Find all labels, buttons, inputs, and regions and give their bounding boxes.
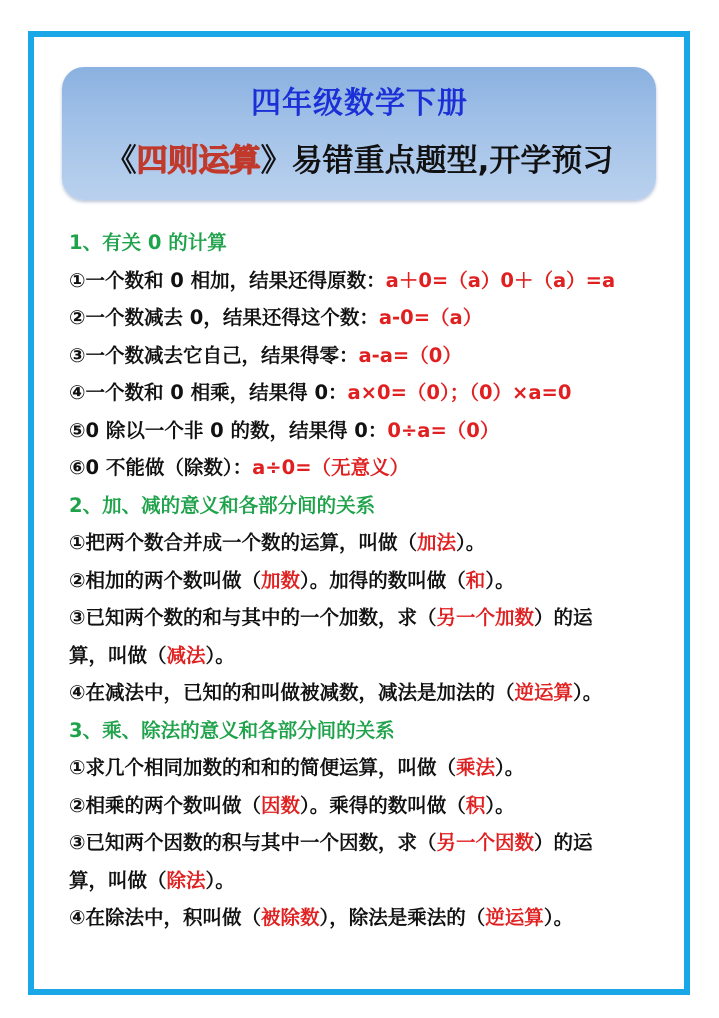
answer-text: 因数	[261, 793, 301, 817]
notes-content	[69, 224, 669, 937]
answer-text: a-a=（0）	[358, 343, 462, 367]
note-text: ）。	[485, 793, 515, 817]
answer-text: 逆运算	[485, 906, 544, 929]
answer-text: 加法	[417, 531, 457, 554]
subtitle-open-bracket: 《	[105, 143, 137, 179]
note-text: ），除法是乘法的（	[319, 906, 486, 929]
subtitle-highlight: 四则运算	[136, 143, 261, 179]
answer-text: a＋0=（a）0＋（a）=a	[385, 268, 616, 292]
note-text: ）。	[573, 681, 603, 704]
note-line	[69, 524, 669, 562]
note-text: ③已知两个数的和与其中的一个加数，求（	[69, 606, 437, 629]
note-text: ④在减法中，已知的和叫做被减数，减法是加法的（	[69, 681, 515, 704]
answer-text: 逆运算	[514, 681, 574, 704]
note-text: ）。	[456, 531, 486, 554]
note-text: ）。	[205, 868, 235, 892]
note-text: ②相乘的两个数叫做（	[69, 793, 262, 817]
note-line	[69, 337, 669, 375]
note-line	[69, 862, 669, 900]
note-text: ）。乘得的数叫做（	[300, 793, 466, 817]
note-line	[69, 637, 669, 675]
note-text: ②一个数减去 0，结果还得这个数：	[69, 306, 379, 329]
note-line	[69, 412, 669, 450]
note-text: ）。	[495, 756, 525, 779]
page-title: 四年级数学下册	[251, 86, 468, 121]
answer-text: 被除数	[261, 906, 320, 929]
answer-text: 减法	[166, 643, 206, 667]
note-text: ⑥0 不能做（除数）：	[69, 456, 253, 479]
note-text: 算，叫做（	[69, 643, 167, 667]
page-subtitle	[0, 141, 719, 181]
note-text: ）的运	[534, 606, 593, 629]
answer-text: 乘法	[456, 756, 496, 779]
note-line	[69, 299, 669, 337]
answer-text: 另一个加数	[436, 606, 535, 629]
note-line	[69, 562, 669, 600]
note-text: ③已知两个因数的积与其中一个因数，求（	[69, 831, 437, 854]
answer-text: 积	[465, 793, 486, 817]
note-line	[69, 824, 669, 862]
note-text: ）。	[205, 643, 235, 667]
note-text: 2、加、减的意义和各部分间的关系	[69, 493, 376, 517]
answer-text: a-0=（a）	[378, 306, 483, 329]
answer-text: 除法	[166, 868, 206, 892]
note-line	[69, 374, 669, 412]
note-text: ③一个数减去它自己，结果得零：	[69, 343, 359, 367]
note-text: ①求几个相同加数的和和的简便运算，叫做（	[69, 756, 457, 779]
answer-text: 另一个因数	[436, 831, 535, 854]
note-line	[69, 262, 669, 300]
note-text: ）。	[543, 906, 574, 929]
note-text: ①把两个数合并成一个数的运算，叫做（	[69, 531, 418, 554]
note-text: ④一个数和 0 相乘，结果得 0：	[69, 381, 348, 404]
note-text: 算，叫做（	[69, 868, 167, 892]
note-text: ）。	[485, 568, 515, 592]
note-text: 3、乘、除法的意义和各部分间的关系	[69, 718, 395, 742]
note-line	[69, 449, 669, 487]
answer-text: 加数	[261, 568, 301, 592]
note-line	[69, 749, 669, 787]
note-line	[69, 899, 669, 937]
section-heading	[69, 224, 669, 262]
note-text: ）。加得的数叫做（	[300, 568, 466, 592]
note-text: ④在除法中，积叫做（	[69, 906, 262, 929]
note-line	[69, 674, 669, 712]
note-text: ⑤0 除以一个非 0 的数，结果得 0：	[69, 418, 388, 442]
section-heading	[69, 712, 669, 750]
answer-text: 和	[465, 568, 486, 592]
answer-text: a×0=（0）；（0）×a=0	[347, 381, 572, 404]
note-line	[69, 787, 669, 825]
note-text: ①一个数和 0 相加，结果还得原数：	[69, 268, 386, 292]
note-line	[69, 599, 669, 637]
subtitle-rest: 》易错重点题型,开学预习	[260, 143, 614, 179]
answer-text: a÷0=（无意义）	[252, 456, 410, 479]
note-text: ）的运	[534, 831, 593, 854]
note-text: 1、有关 0 的计算	[69, 231, 227, 254]
note-text: ②相加的两个数叫做（	[69, 568, 262, 592]
section-heading	[69, 487, 669, 525]
answer-text: 0÷a=（0）	[387, 418, 500, 442]
